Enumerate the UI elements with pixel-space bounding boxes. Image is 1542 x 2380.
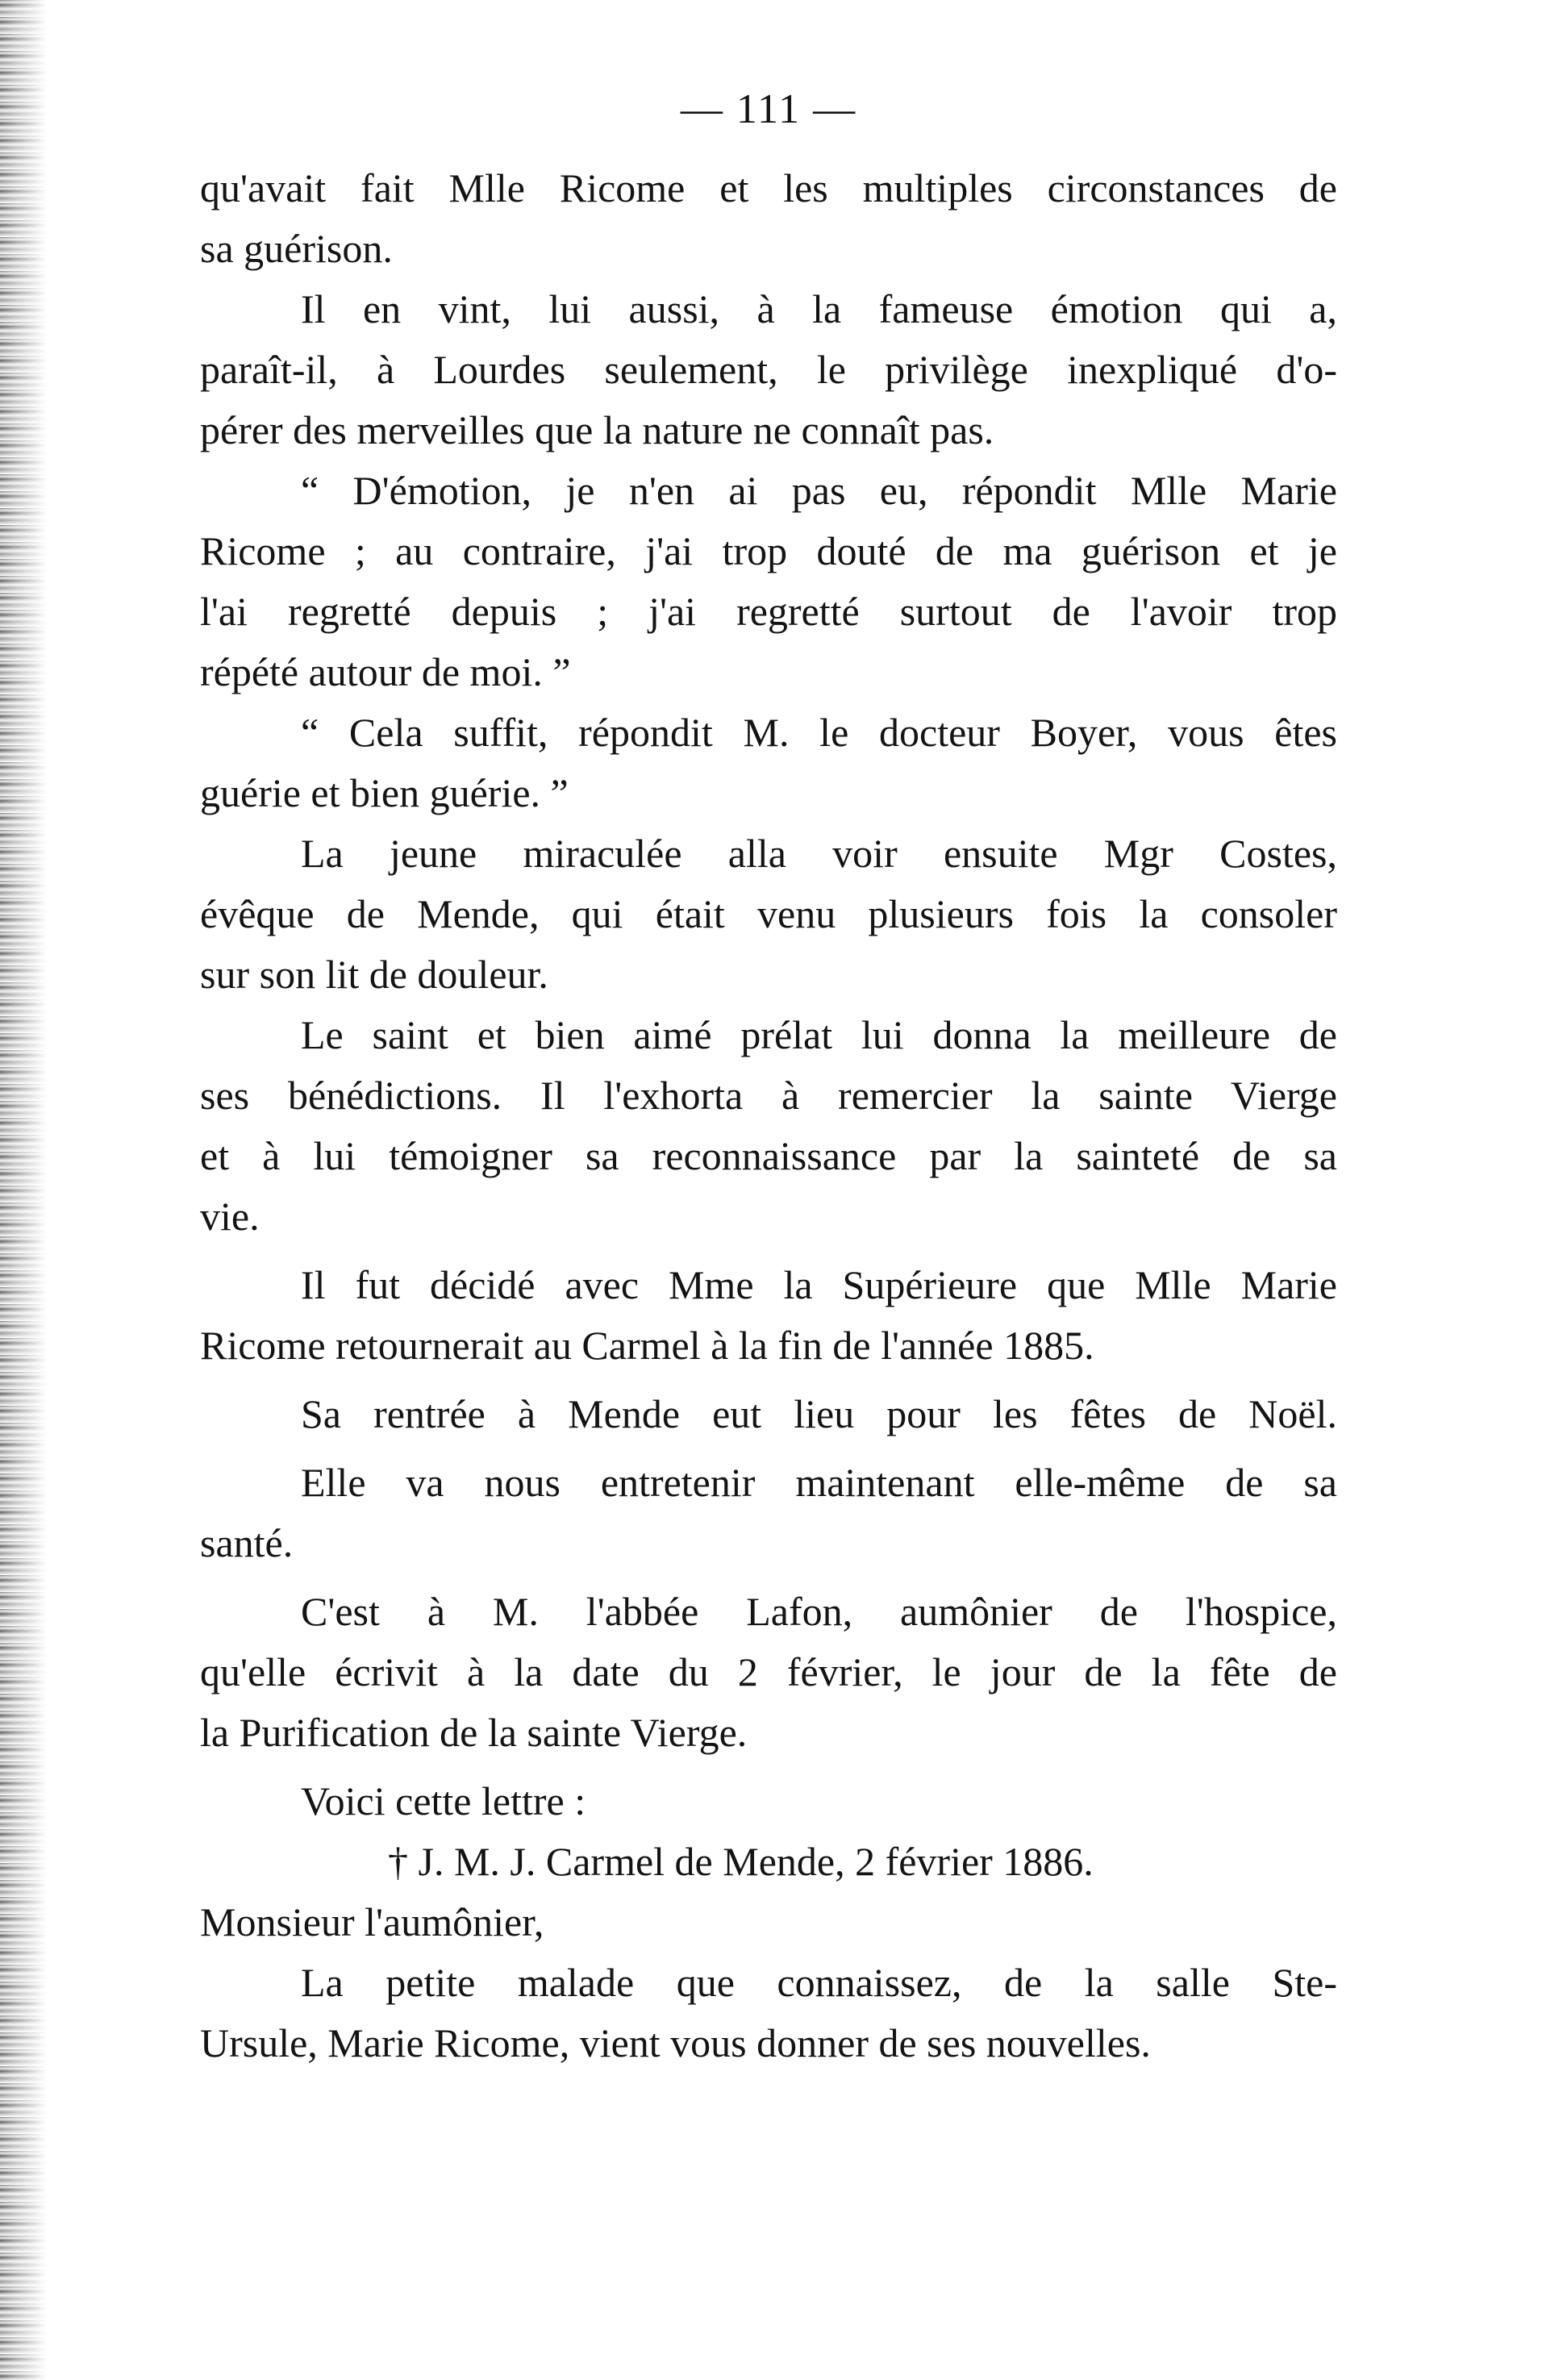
text-line: sa guérison. (200, 226, 393, 271)
text-line: évêque de Mende, qui était venu plusieurs fois la consoler (200, 891, 1337, 936)
text-line: Voici cette lettre : (301, 1778, 586, 1824)
text-line: Elle va nous entretenir maintenant elle-même de sa (301, 1460, 1337, 1505)
text-line: santé. (200, 1520, 294, 1565)
page-body (200, 158, 1337, 2074)
text-line: qu'avait fait Mlle Ricome et les multiples circonstances de (200, 165, 1337, 210)
text-line: “ D'émotion, je n'en ai pas eu, répondit Mlle Marie (301, 468, 1337, 513)
text-line: sur son lit de douleur. (200, 952, 548, 997)
text-line: répété autour de moi. ” (200, 649, 571, 694)
page-number: — 111 — (680, 86, 857, 132)
text-line: Sa rentrée à Mende eut lieu pour les fêtes de Noël. (301, 1391, 1337, 1436)
text-line: C'est à M. l'abbée Lafon, aumônier de l'hospice, (301, 1589, 1337, 1634)
text-line: Ricome retournerait au Carmel à la fin de l'année 1885. (200, 1323, 1094, 1368)
text-line: Ursule, Marie Ricome, vient vous donner de ses nouvelles. (200, 2020, 1151, 2065)
text-line: guérie et bien guérie. ” (200, 770, 569, 815)
text-line: la Purification de la sainte Vierge. (200, 1710, 748, 1755)
page-binding-edge (0, 0, 47, 2380)
text-line: “ Cela suffit, répondit M. le docteur Boyer, vous êtes (301, 710, 1337, 755)
text-line: l'ai regretté depuis ; j'ai regretté surtout de l'avoir trop (200, 589, 1337, 634)
text-line: pérer des merveilles que la nature ne connaît pas. (200, 407, 994, 452)
text-line: La jeune miraculée alla voir ensuite Mgr Costes, (301, 831, 1337, 876)
text-line: et à lui témoigner sa reconnaissance par la sainteté de sa (200, 1133, 1337, 1178)
text-line: Le saint et bien aimé prélat lui donna la meilleure de (301, 1012, 1337, 1057)
book-page (200, 77, 1337, 2074)
text-line: qu'elle écrivit à la date du 2 février, le jour de la fête de (200, 1649, 1337, 1694)
text-line: vie. (200, 1194, 260, 1239)
letter-dateline: † J. M. J. Carmel de Mende, 2 février 1886. (388, 1839, 1094, 1884)
text-line: Il fut décidé avec Mme la Supérieure que Mlle Marie (301, 1262, 1337, 1307)
text-line: La petite malade que connaissez, de la salle Ste- (301, 1960, 1337, 2005)
text-line: Ricome ; au contraire, j'ai trop douté de ma guérison et je (200, 528, 1337, 573)
text-line: ses bénédictions. Il l'exhorta à remercier la sainte Vierge (200, 1073, 1337, 1118)
text-line: paraît-il, à Lourdes seulement, le privilège inexpliqué d'o- (200, 347, 1337, 392)
letter-salutation: Monsieur l'aumônier, (200, 1899, 544, 1944)
text-line: Il en vint, lui aussi, à la fameuse émotion qui a, (301, 286, 1337, 331)
